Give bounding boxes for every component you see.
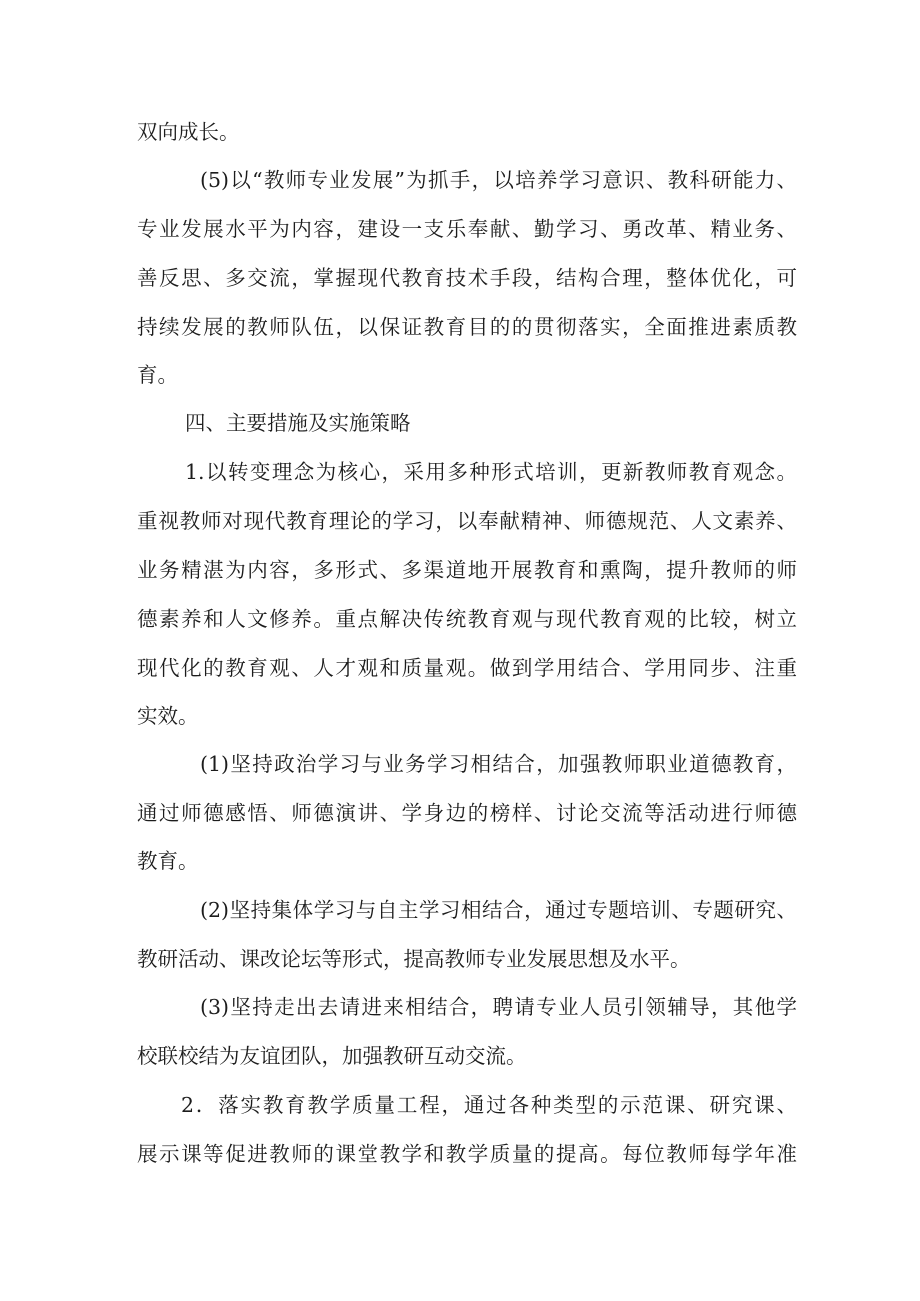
text-line: 善反思、多交流，掌握现代教育技术手段，结构合理，整体优化，可: [137, 266, 797, 290]
sub-item-2: (2)坚持集体学习与自主学习相结合，通过专题培训、专题研究、: [200, 898, 797, 922]
text-line: 实效。: [137, 704, 199, 728]
sub-item-3: (3)坚持走出去请进来相结合，聘请专业人员引领辅导，其他学: [200, 995, 797, 1019]
text-line: 德素养和人文修养。重点解决传统教育观与现代教育观的比较，树立: [137, 607, 797, 631]
sub-item-1: (1)坚持政治学习与业务学习相结合，加强教师职业道德教育，: [200, 752, 797, 776]
text-line: 专业发展水平为内容，建设一支乐奉献、勤学习、勇改革、精业务、: [137, 217, 797, 241]
text-line: 教育。: [137, 849, 199, 873]
text-line: 重视教师对现代教育理论的学习，以奉献精神、师德规范、人文素养、: [137, 509, 797, 533]
paragraph-item-2: 2．落实教育教学质量工程，通过各种类型的示范课、研究课、: [181, 1093, 797, 1117]
text-line: 现代化的教育观、人才观和质量观。做到学用结合、学用同步、注重: [137, 656, 797, 680]
text-line: 双向成长。: [137, 120, 240, 144]
paragraph-item-1: 1.以转变理念为核心，采用多种形式培训，更新教师教育观念。: [185, 460, 797, 484]
text-line: 教研活动、课改论坛等形式，提高教师专业发展思想及水平。: [137, 947, 691, 971]
text-line: 通过师德感悟、师德演讲、学身边的榜样、讨论交流等活动进行师德: [137, 801, 797, 825]
section-heading: 四、主要措施及实施策略: [185, 411, 411, 435]
text-line: 业务精湛为内容，多形式、多渠道地开展教育和熏陶，提升教师的师: [137, 558, 797, 582]
text-line: 校联校结为友谊团队，加强教研互动交流。: [137, 1044, 527, 1068]
text-line: 育。: [137, 363, 178, 387]
text-line: 展示课等促进教师的课堂教学和教学质量的提高。每位教师每学年准: [137, 1142, 797, 1166]
paragraph-item-5: (5)以“教师专业发展”为抓手，以培养学习意识、教科研能力、: [200, 168, 797, 192]
text-line: 持续发展的教师队伍，以保证教育目的的贯彻落实，全面推进素质教: [137, 315, 797, 339]
